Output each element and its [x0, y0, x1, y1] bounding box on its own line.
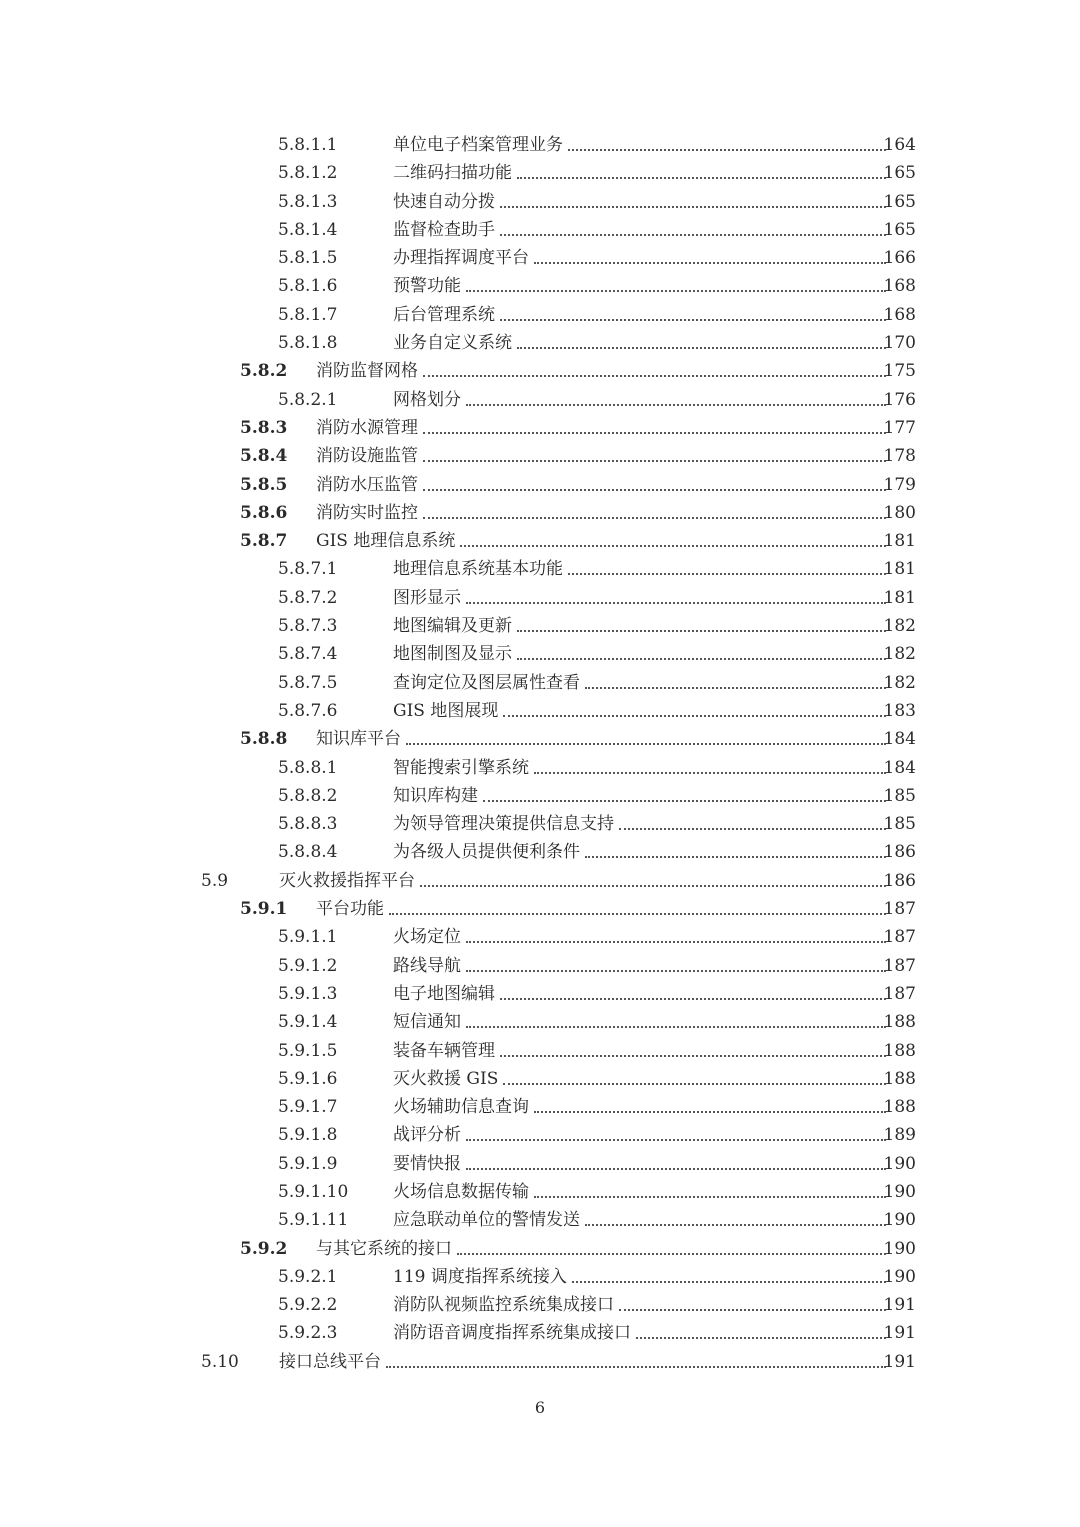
toc-entry-page: 190	[883, 1266, 916, 1287]
toc-entry[interactable]	[0, 1121, 1080, 1149]
toc-entry-number: 5.8.7.6	[278, 700, 338, 721]
toc-entry-page: 182	[883, 644, 916, 665]
toc-entry-number: 5.8.3	[240, 417, 288, 438]
toc-entry-number: 5.9.1.10	[278, 1181, 349, 1202]
toc-entry-title: 消防水源管理	[316, 417, 418, 438]
toc-entry-title: GIS 地理信息系统	[316, 531, 456, 552]
toc-dot-leader	[517, 177, 886, 179]
toc-entry-page: 190	[883, 1181, 916, 1202]
toc-dot-leader	[636, 1337, 886, 1339]
toc-entry-page: 184	[883, 729, 916, 750]
toc-dot-leader	[466, 941, 886, 943]
toc-entry-page: 170	[883, 333, 916, 354]
toc-entry-page: 182	[883, 616, 916, 637]
toc-dot-leader	[517, 630, 886, 632]
toc-entry[interactable]	[0, 725, 1080, 753]
toc-entry-title: 知识库平台	[316, 729, 401, 750]
toc-entry[interactable]	[0, 555, 1080, 583]
toc-dot-leader	[503, 715, 886, 717]
toc-entry-page: 187	[883, 983, 916, 1004]
toc-entry[interactable]	[0, 980, 1080, 1008]
toc-entry-page: 190	[883, 1210, 916, 1231]
toc-entry-title: 接口总线平台	[279, 1351, 381, 1372]
toc-entry-title: 灭火救援 GIS	[393, 1068, 499, 1089]
toc-entry[interactable]	[0, 1093, 1080, 1121]
toc-dot-leader	[423, 489, 886, 491]
toc-entry-number: 5.8.8	[240, 729, 288, 750]
toc-entry[interactable]	[0, 442, 1080, 470]
toc-entry-title: 为领导管理决策提供信息支持	[393, 814, 614, 835]
toc-entry-page: 184	[883, 757, 916, 778]
toc-dot-leader	[466, 290, 886, 292]
toc-entry-number: 5.9.2.2	[278, 1295, 338, 1316]
toc-entry-page: 176	[883, 389, 916, 410]
toc-entry-number: 5.10	[201, 1351, 239, 1372]
toc-entry[interactable]	[0, 584, 1080, 612]
toc-entry-title: 电子地图编辑	[393, 983, 495, 1004]
toc-entry-number: 5.8.1.3	[278, 191, 338, 212]
toc-entry-page: 166	[883, 248, 916, 269]
toc-entry[interactable]	[0, 697, 1080, 725]
toc-entry[interactable]	[0, 640, 1080, 668]
toc-dot-leader	[406, 743, 886, 745]
toc-entry-number: 5.8.7.2	[278, 587, 338, 608]
page-number: 6	[534, 1398, 546, 1417]
toc-entry-title: 网格划分	[393, 389, 461, 410]
toc-entry-number: 5.9.1.9	[278, 1153, 338, 1174]
toc-entry-number: 5.9.1.2	[278, 955, 338, 976]
toc-entry-number: 5.9.1.5	[278, 1040, 338, 1061]
toc-entry[interactable]	[0, 1178, 1080, 1206]
toc-entry[interactable]	[0, 188, 1080, 216]
toc-entry[interactable]	[0, 386, 1080, 414]
toc-entry[interactable]	[0, 301, 1080, 329]
toc-entry-title: 灭火救援指挥平台	[279, 870, 415, 891]
toc-entry-number: 5.8.7	[240, 531, 288, 552]
toc-entry-page: 165	[883, 191, 916, 212]
toc-entry[interactable]	[0, 131, 1080, 159]
toc-entry-number: 5.9.2.3	[278, 1323, 338, 1344]
toc-entry-page: 177	[883, 417, 916, 438]
toc-entry[interactable]	[0, 810, 1080, 838]
toc-entry-number: 5.8.7.4	[278, 644, 338, 665]
toc-entry[interactable]	[0, 414, 1080, 442]
toc-entry-number: 5.8.2	[240, 361, 288, 382]
toc-entry-page: 164	[883, 135, 916, 155]
toc-entry-title: 图形显示	[393, 587, 461, 608]
toc-entry-title: 火场定位	[393, 927, 461, 948]
toc-dot-leader	[534, 772, 886, 774]
toc-dot-leader	[568, 573, 886, 575]
toc-entry-number: 5.9.1.7	[278, 1097, 338, 1118]
toc-entry-number: 5.9.2	[240, 1238, 288, 1259]
toc-entry-number: 5.8.5	[240, 474, 288, 495]
toc-entry-title: 装备车辆管理	[393, 1040, 495, 1061]
toc-entry-page: 181	[883, 531, 916, 552]
toc-dot-leader	[619, 1309, 886, 1311]
toc-entry-number: 5.9	[201, 870, 229, 891]
toc-entry-title: 消防水压监管	[316, 474, 418, 495]
toc-entry-number: 5.8.7.1	[278, 559, 338, 580]
toc-entry-page: 185	[883, 814, 916, 835]
toc-entry-page: 188	[883, 1012, 916, 1033]
toc-dot-leader	[460, 545, 886, 547]
toc-entry-number: 5.8.1.8	[278, 333, 338, 354]
toc-entry-page: 187	[883, 927, 916, 948]
toc-entry-title: 快速自动分拨	[393, 191, 495, 212]
toc-entry-number: 5.9.1.6	[278, 1068, 338, 1089]
toc-dot-leader	[466, 602, 886, 604]
toc-entry[interactable]	[0, 923, 1080, 951]
toc-entry-title: 消防队视频监控系统集成接口	[393, 1295, 614, 1316]
toc-entry-title: 办理指挥调度平台	[393, 248, 529, 269]
toc-entry-title: 地理信息系统基本功能	[393, 559, 563, 580]
toc-entry-number: 5.9.1.1	[278, 927, 338, 948]
toc-entry-title: 火场辅助信息查询	[393, 1097, 529, 1118]
toc-dot-leader	[423, 375, 886, 377]
toc-entry-title: 智能搜索引擎系统	[393, 757, 529, 778]
toc-entry-number: 5.8.4	[240, 446, 288, 467]
toc-entry[interactable]	[0, 754, 1080, 782]
toc-entry-page: 188	[883, 1097, 916, 1118]
toc-dot-leader	[466, 970, 886, 972]
toc-entry[interactable]	[0, 895, 1080, 923]
toc-dot-leader	[466, 1168, 886, 1170]
toc-entry-page: 181	[883, 559, 916, 580]
toc-entry-title: 监督检查助手	[393, 219, 495, 240]
toc-entry-number: 5.8.1.6	[278, 276, 338, 297]
toc-entry-title: 要情快报	[393, 1153, 461, 1174]
toc-dot-leader	[420, 885, 886, 887]
toc-entry-title: 二维码扫描功能	[393, 163, 512, 184]
toc-entry-number: 5.8.6	[240, 502, 288, 523]
toc-entry[interactable]	[0, 1291, 1080, 1319]
toc-entry-number: 5.9.2.1	[278, 1266, 338, 1287]
toc-entry-number: 5.8.1.1	[278, 135, 338, 155]
toc-entry-number: 5.8.7.3	[278, 616, 338, 637]
toc-entry-title: 单位电子档案管理业务	[393, 135, 563, 155]
toc-dot-leader	[389, 913, 886, 915]
toc-entry[interactable]	[0, 471, 1080, 499]
toc-entry[interactable]	[0, 1235, 1080, 1263]
toc-entry-title: 消防设施监管	[316, 446, 418, 467]
toc-entry[interactable]	[0, 357, 1080, 385]
toc-dot-leader	[572, 1281, 886, 1283]
toc-entry[interactable]	[0, 499, 1080, 527]
toc-entry[interactable]	[0, 1348, 1080, 1376]
toc-entry[interactable]	[0, 782, 1080, 810]
toc-dot-leader	[386, 1366, 886, 1368]
toc-dot-leader	[619, 828, 886, 830]
toc-entry-page: 191	[883, 1351, 916, 1372]
toc-entry-number: 5.8.7.5	[278, 672, 338, 693]
toc-entry-title: 短信通知	[393, 1012, 461, 1033]
toc-entry[interactable]	[0, 1319, 1080, 1347]
toc-dot-leader	[466, 1026, 886, 1028]
toc-entry-page: 191	[883, 1295, 916, 1316]
toc-entry-page: 180	[883, 502, 916, 523]
toc-entry[interactable]	[0, 952, 1080, 980]
toc-entry-title: 查询定位及图层属性查看	[393, 672, 580, 693]
toc-entry-page: 187	[883, 899, 916, 920]
toc-entry-title: 地图编辑及更新	[393, 616, 512, 637]
toc-entry-title: 预警功能	[393, 276, 461, 297]
toc-entry[interactable]	[0, 329, 1080, 357]
toc-entry-number: 5.8.8.4	[278, 842, 338, 863]
toc-entry-page: 190	[883, 1153, 916, 1174]
toc-entry-number: 5.8.2.1	[278, 389, 338, 410]
toc-dot-leader	[585, 856, 886, 858]
toc-entry-title: 消防实时监控	[316, 502, 418, 523]
toc-dot-leader	[466, 1139, 886, 1141]
toc-entry[interactable]	[0, 867, 1080, 895]
toc-dot-leader	[457, 1253, 886, 1255]
toc-entry[interactable]	[0, 1150, 1080, 1178]
toc-entry-number: 5.9.1.11	[278, 1210, 349, 1231]
toc-entry-number: 5.8.1.2	[278, 163, 338, 184]
toc-dot-leader	[423, 460, 886, 462]
toc-entry-page: 186	[883, 870, 916, 891]
toc-entry-page: 175	[883, 361, 916, 382]
toc-entry-number: 5.8.8.2	[278, 785, 338, 806]
toc-entry[interactable]	[0, 244, 1080, 272]
toc-entry-page: 168	[883, 276, 916, 297]
toc-dot-leader	[500, 319, 886, 321]
toc-entry-page: 185	[883, 785, 916, 806]
toc-dot-leader	[517, 347, 886, 349]
toc-entry-page: 188	[883, 1040, 916, 1061]
toc-entry-number: 5.8.1.4	[278, 219, 338, 240]
toc-dot-leader	[585, 1224, 886, 1226]
toc-dot-leader	[534, 262, 886, 264]
toc-dot-leader	[466, 404, 886, 406]
toc-entry-page: 178	[883, 446, 916, 467]
toc-entry-number: 5.9.1.8	[278, 1125, 338, 1146]
toc-entry[interactable]	[0, 612, 1080, 640]
toc-dot-leader	[568, 149, 886, 151]
toc-entry[interactable]	[0, 669, 1080, 697]
toc-entry[interactable]	[0, 1008, 1080, 1036]
toc-entry-page: 168	[883, 304, 916, 325]
toc-entry-page: 189	[883, 1125, 916, 1146]
toc-entry-title: 119 调度指挥系统接入	[393, 1266, 567, 1287]
toc-entry-page: 179	[883, 474, 916, 495]
toc-entry-page: 165	[883, 163, 916, 184]
toc-entry-title: 消防监督网格	[316, 361, 418, 382]
toc-dot-leader	[500, 206, 886, 208]
toc-entry[interactable]	[0, 1037, 1080, 1065]
toc-dot-leader	[534, 1196, 886, 1198]
toc-dot-leader	[423, 432, 886, 434]
toc-entry-page: 165	[883, 219, 916, 240]
toc-entry-title: GIS 地图展现	[393, 700, 499, 721]
toc-entry[interactable]	[0, 1263, 1080, 1291]
toc-dot-leader	[517, 658, 886, 660]
toc-entry-title: 业务自定义系统	[393, 333, 512, 354]
toc-entry[interactable]	[0, 216, 1080, 244]
toc-entry-page: 182	[883, 672, 916, 693]
toc-entry-title: 路线导航	[393, 955, 461, 976]
toc-dot-leader	[534, 1111, 886, 1113]
toc-dot-leader	[500, 1055, 886, 1057]
toc-entry[interactable]	[0, 272, 1080, 300]
toc-entry-title: 为各级人员提供便利条件	[393, 842, 580, 863]
toc-entry[interactable]	[0, 527, 1080, 555]
toc-dot-leader	[585, 687, 886, 689]
toc-entry-title: 与其它系统的接口	[316, 1238, 452, 1259]
toc-entry[interactable]	[0, 1206, 1080, 1234]
toc-entry[interactable]	[0, 838, 1080, 866]
toc-entry-number: 5.9.1.4	[278, 1012, 338, 1033]
toc-entry-number: 5.8.8.3	[278, 814, 338, 835]
toc-dot-leader	[503, 1083, 886, 1085]
toc-dot-leader	[423, 517, 886, 519]
toc-entry-title: 平台功能	[316, 899, 384, 920]
toc-entry[interactable]	[0, 159, 1080, 187]
toc-entry-number: 5.8.8.1	[278, 757, 338, 778]
toc-entry-number: 5.8.1.7	[278, 304, 338, 325]
toc-entry-page: 183	[883, 700, 916, 721]
toc-dot-leader	[500, 234, 886, 236]
toc-dot-leader	[500, 998, 886, 1000]
toc-entry-page: 191	[883, 1323, 916, 1344]
toc-entry[interactable]	[0, 1065, 1080, 1093]
toc-entry-title: 后台管理系统	[393, 304, 495, 325]
toc-entry-title: 消防语音调度指挥系统集成接口	[393, 1323, 631, 1344]
toc-dot-leader	[483, 800, 886, 802]
toc-entry-page: 181	[883, 587, 916, 608]
toc-entry-title: 知识库构建	[393, 785, 478, 806]
toc-entry-page: 186	[883, 842, 916, 863]
toc-entry-title: 战评分析	[393, 1125, 461, 1146]
toc-entry-page: 187	[883, 955, 916, 976]
toc-entry-title: 应急联动单位的警情发送	[393, 1210, 580, 1231]
toc-entry-page: 190	[883, 1238, 916, 1259]
toc-entry-title: 地图制图及显示	[393, 644, 512, 665]
table-of-contents	[0, 131, 1080, 1376]
toc-entry-number: 5.9.1	[240, 899, 288, 920]
toc-entry-number: 5.9.1.3	[278, 983, 338, 1004]
toc-entry-page: 188	[883, 1068, 916, 1089]
toc-entry-title: 火场信息数据传输	[393, 1181, 529, 1202]
toc-entry-number: 5.8.1.5	[278, 248, 338, 269]
